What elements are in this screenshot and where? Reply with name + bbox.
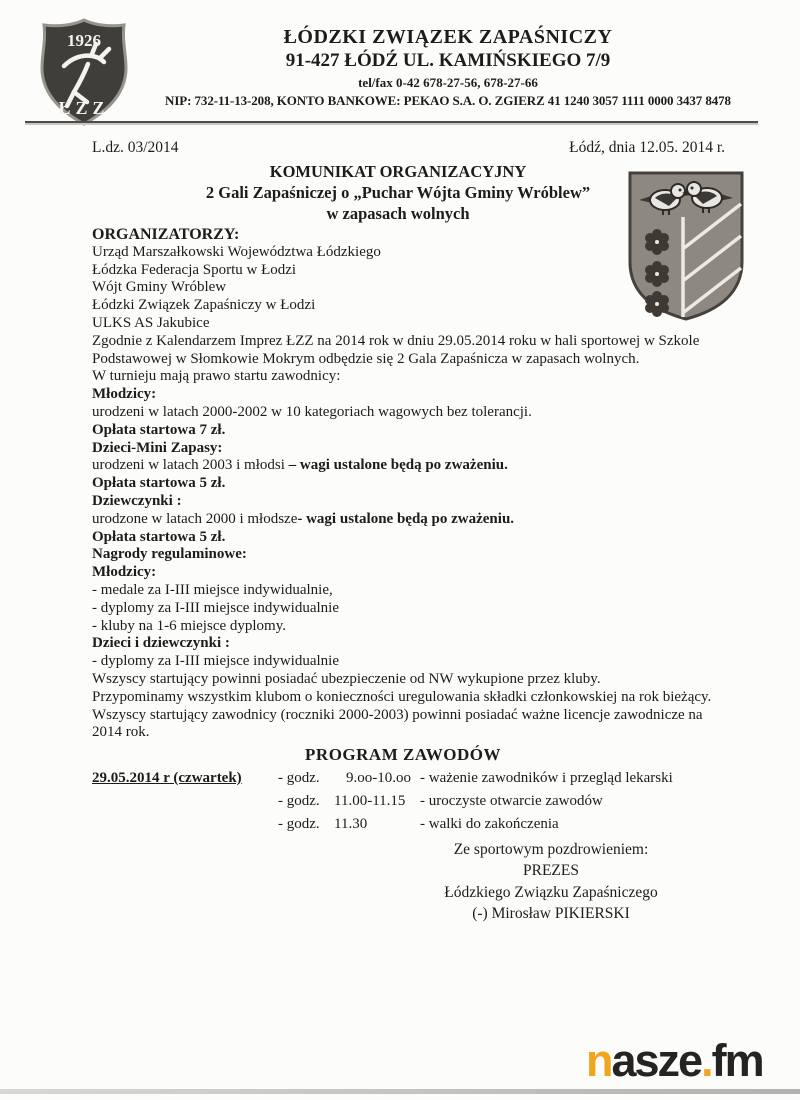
awards-heading: Nagrody regulaminowe:	[92, 546, 247, 563]
schedule-prefix: - godz.	[278, 769, 320, 786]
signoff-name: (-) Mirosław PIKIERSKI	[472, 905, 630, 923]
letter-body	[92, 226, 714, 925]
awards-item: - medale za I-III miejsce indywidualnie,	[92, 581, 333, 598]
organizer-item: Łódzki Związek Zapaśniczy w Łodzi	[92, 297, 316, 314]
schedule-desc: - walki do zakończenia	[420, 815, 559, 832]
dzieci-desc-normal: urodzeni w latach 2003 i młodsi	[92, 457, 289, 474]
organizer-item: Wójt Gminy Wróblew	[92, 279, 227, 296]
organizers-heading: ORGANIZATORZY:	[92, 226, 240, 243]
logo-dot: .	[701, 1035, 712, 1086]
awards-item: - dyplomy za I-III miejsce indywidualnie	[92, 599, 340, 616]
title-line-2: 2 Gali Zapaśniczej o „Puchar Wójta Gminy Wróblew”	[205, 183, 591, 202]
signoff-title: PREZES	[523, 862, 579, 880]
awards-mlodzicy-heading: Młodzicy:	[92, 564, 157, 581]
awards-item: - kluby na 1-6 miejsce dyplomy.	[92, 617, 286, 634]
intro-paragraph: Zgodnie z Kalendarzem Imprez ŁZZ na 2014 rok w dniu 29.05.2014 roku w hali sportowej w Szkole Podstawowej w Słomkowie Mokrym odbędzie się 2 Gala Zapaśnicza w zapasach wolnych.	[92, 332, 700, 367]
telfax-line: tel/fax 0-42 678-27-56, 678-27-66	[358, 75, 538, 90]
dziewczynki-heading: Dziewczynki :	[92, 492, 182, 509]
lzz-club-badge-icon	[34, 16, 134, 128]
schedule-desc: - uroczyste otwarcie zawodów	[420, 792, 603, 809]
membership-note: Przypominamy wszystkim klubom o konieczności uregulowania składki członkowskiej na rok bieżący.	[92, 688, 712, 705]
mlodzicy-desc: urodzeni w latach 2000-2002 w 10 kategoriach wagowych bez tolerancji.	[92, 403, 532, 420]
mlodzicy-heading: Młodzicy:	[92, 386, 157, 403]
place-date-line: Łódź, dnia 12.05. 2014 r.	[569, 139, 725, 156]
schedule-row	[92, 813, 714, 836]
logo-letter-n: n	[586, 1035, 612, 1086]
dziewczynki-fee: Opłata startowa 5 zł.	[92, 528, 226, 545]
schedule-time: 11.30	[334, 815, 368, 832]
dziewczynki-desc-normal: urodzone w latach 2000 i młodsze	[92, 510, 298, 527]
schedule-time: 11.00-11.15	[334, 792, 406, 809]
reference-row	[92, 139, 725, 157]
badge-year-label: 1926	[67, 31, 101, 50]
organizer-item: ULKS AS Jakubice	[92, 314, 210, 331]
organization-name: ŁÓDZKI ZWIĄZEK ZAPAŚNICZY	[283, 26, 613, 48]
dziewczynki-desc	[92, 511, 714, 529]
dzieci-desc	[92, 457, 714, 475]
title-line-1: KOMUNIKAT ORGANIZACYJNY	[269, 162, 527, 181]
awards-dzieci-heading: Dzieci i dziewczynki :	[92, 635, 230, 652]
document-title	[92, 161, 704, 224]
nasze-fm-logo	[586, 1035, 763, 1086]
schedule-prefix: - godz.	[278, 792, 320, 809]
dzieci-desc-bold: – wagi ustalone będą po zważeniu.	[288, 457, 508, 474]
awards-item: - dyplomy za I-III miejsce indywidualnie	[92, 653, 340, 670]
letterhead	[140, 26, 756, 109]
badge-abbr-label: ŁZZ	[58, 98, 110, 118]
signature-block	[388, 839, 714, 925]
mlodzicy-fee: Opłata startowa 7 zł.	[92, 421, 226, 438]
schedule-date-label: 29.05.2014 r (czwartek)	[92, 769, 242, 786]
license-note: Wszyscy startujący zawodnicy (roczniki 2000-2003) powinni posiadać ważne licencje zawodnicze na 2014 rok.	[92, 706, 703, 741]
schedule-date-spacer	[92, 790, 278, 813]
signoff-salutation: Ze sportowym pozdrowieniem:	[453, 840, 649, 858]
letterhead-divider	[25, 121, 758, 125]
insurance-note: Wszyscy startujący powinni posiadać ubezpieczenie od NW wykupione przez kluby.	[92, 670, 601, 687]
schedule-date-spacer	[92, 813, 278, 836]
organizer-item: Łódzka Federacja Sportu w Łodzi	[92, 261, 297, 278]
dziewczynki-desc-bold: - wagi ustalone będą po zważeniu.	[297, 510, 515, 527]
schedule-time: 9.oo-10.oo	[346, 769, 411, 786]
logo-letters-asze: asze	[611, 1035, 702, 1086]
title-line-3: w zapasach wolnych	[326, 204, 470, 223]
schedule-row	[92, 767, 714, 790]
dzieci-fee: Opłata startowa 5 zł.	[92, 475, 226, 492]
eligibility-intro: W turnieju mają prawo startu zawodnicy:	[92, 368, 341, 385]
signoff-organization: Łódzkiego Związku Zapaśniczego	[444, 883, 658, 901]
organizer-item: Urząd Marszałkowski Województwa Łódzkiego	[92, 243, 381, 260]
schedule-desc: - ważenie zawodników i przegląd lekarski	[420, 769, 673, 786]
nip-bank-line: NIP: 732-11-13-208, KONTO BANKOWE: PEKAO S.A. O. ZGIERZ 41 1240 3057 1111 0000 3437 8478	[165, 93, 731, 108]
dzieci-heading: Dzieci-Mini Zapasy:	[92, 439, 223, 456]
logo-letters-fm: fm	[711, 1035, 763, 1086]
schedule-row	[92, 790, 714, 813]
program-heading: PROGRAM ZAWODÓW	[305, 745, 501, 765]
schedule-prefix: - godz.	[278, 815, 320, 832]
bottom-scan-edge	[0, 1089, 800, 1094]
reference-number: L.dz. 03/2014	[92, 139, 179, 156]
organization-address: 91-427 ŁÓDŹ UL. KAMIŃSKIEGO 7/9	[285, 50, 611, 71]
